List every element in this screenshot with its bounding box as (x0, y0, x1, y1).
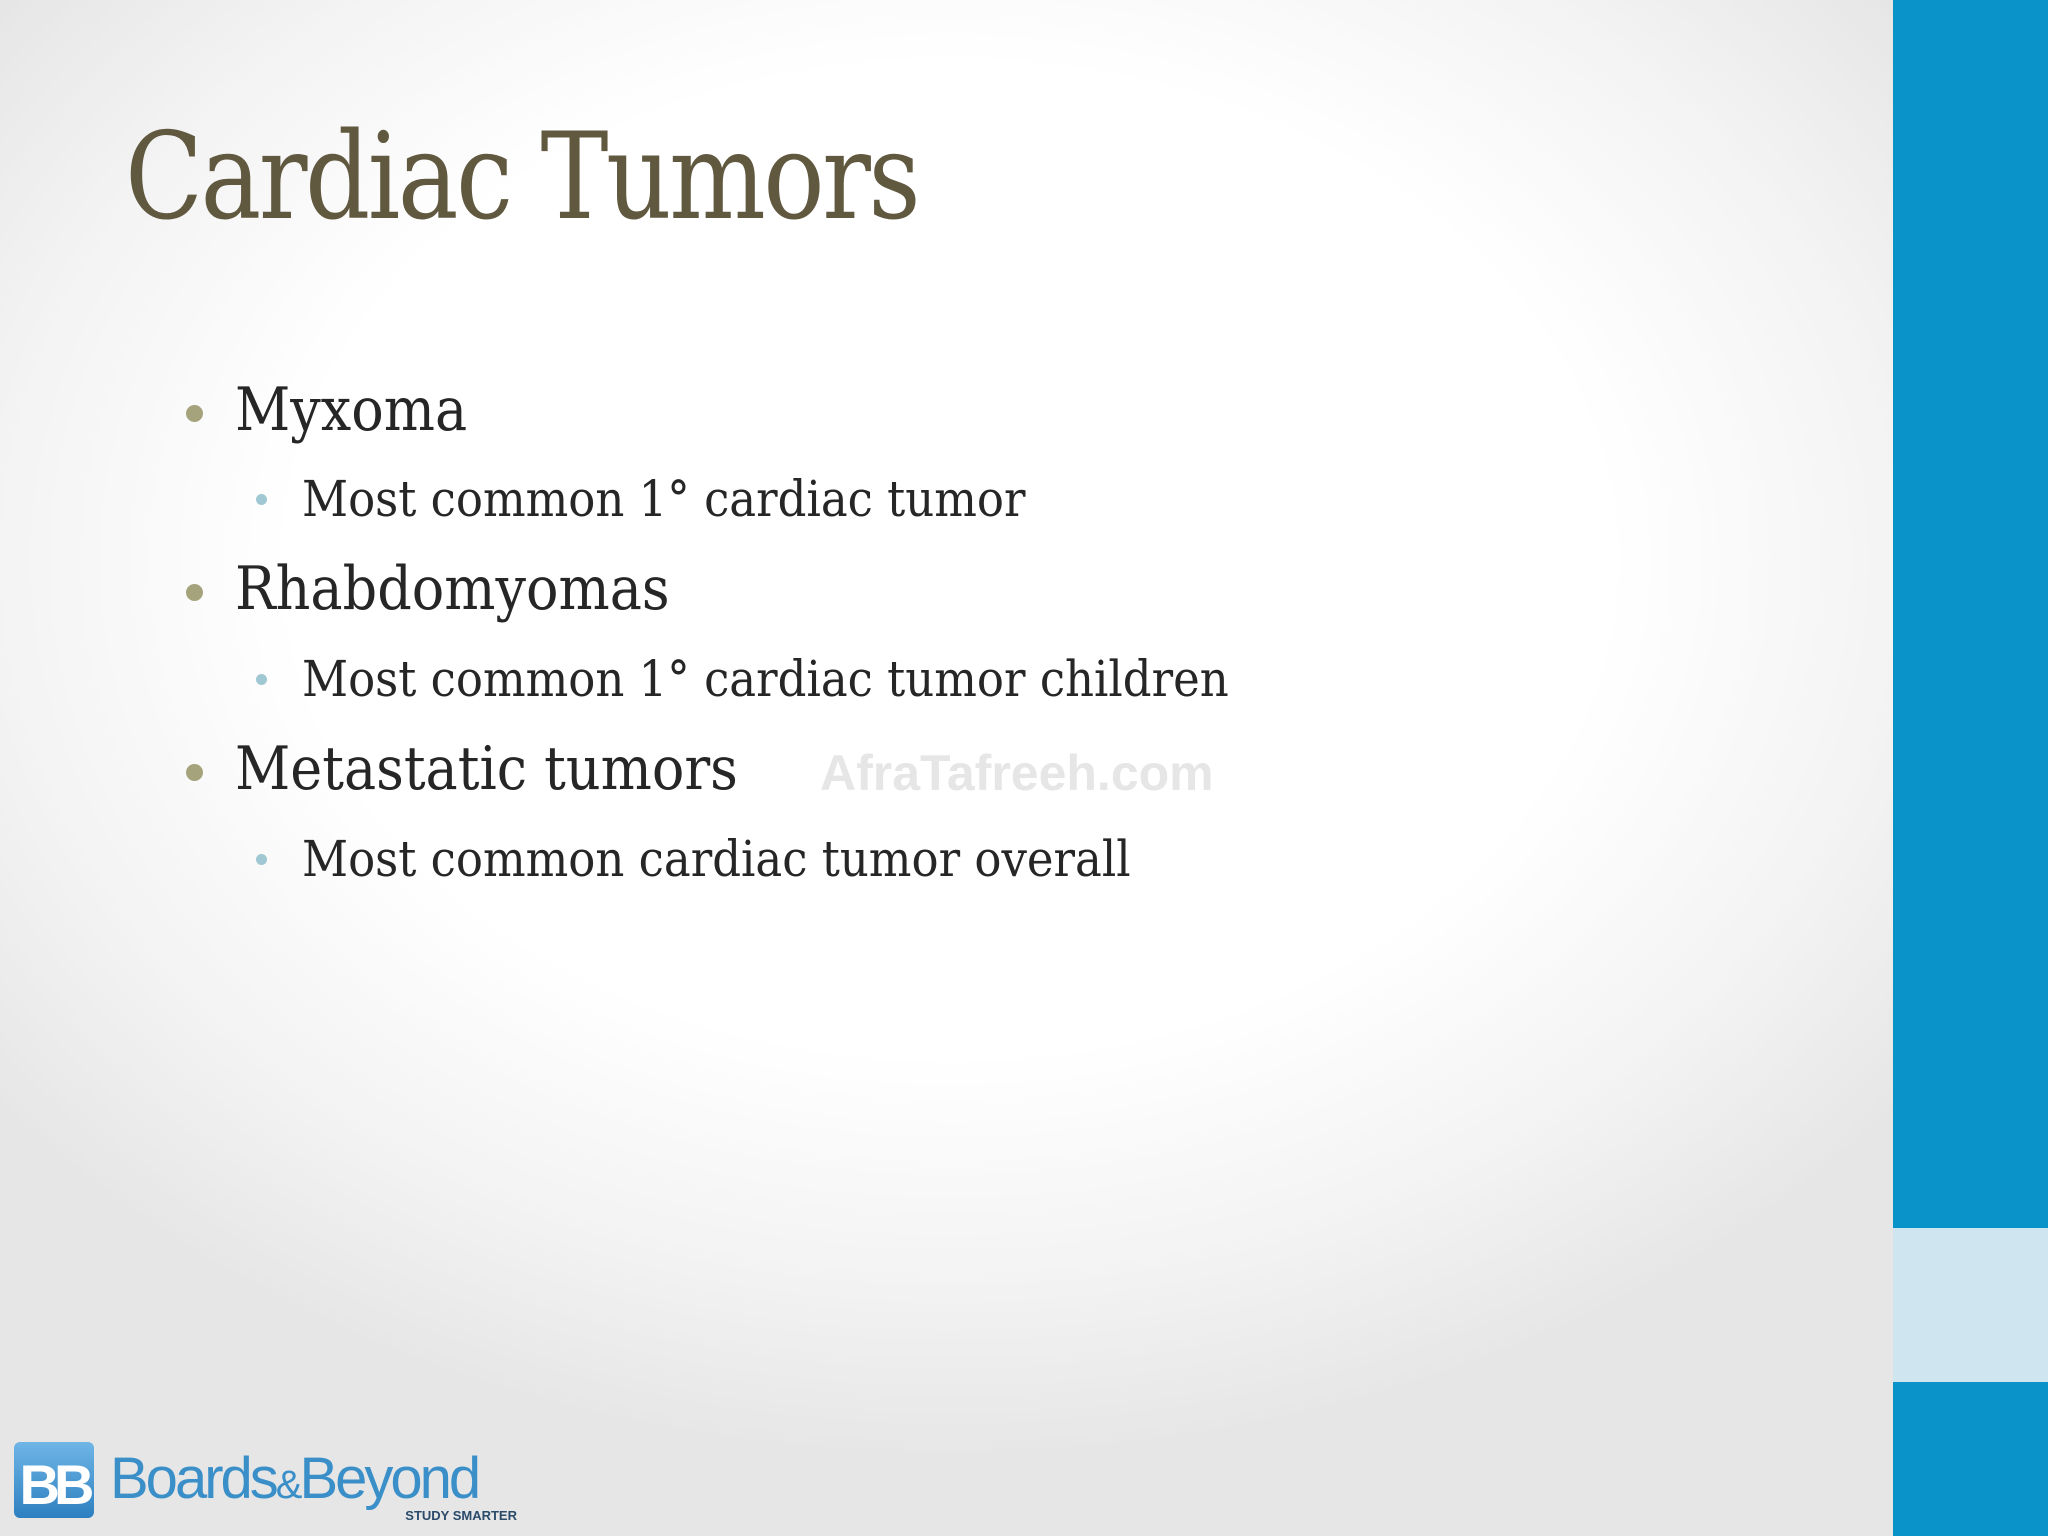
sub-bullet-dot (256, 494, 267, 505)
logo-brand-name: Boards&Beyond (110, 1446, 479, 1511)
bullet-dot (186, 584, 203, 601)
bullet-dot (186, 405, 203, 422)
sub-bullet-label: Most common 1° cardiac tumor (302, 470, 1026, 528)
sub-bullet-dot (256, 854, 267, 865)
bullet-label: Rhabdomyomas (235, 554, 670, 624)
boards-and-beyond-logo (14, 1440, 534, 1522)
watermark-text: AfraTafreeh.com (820, 745, 1214, 801)
sub-bullet-label: Most common 1° cardiac tumor children (302, 650, 1229, 708)
logo-tagline: STUDY SMARTER (405, 1508, 517, 1522)
accent-side-bar-highlight (1893, 1228, 2048, 1382)
bullet-label: Myxoma (235, 375, 468, 445)
logo-mark-letters: BB (19, 1453, 89, 1516)
slide-title: Cardiac Tumors (125, 108, 919, 247)
sub-bullet-label: Most common cardiac tumor overall (302, 830, 1131, 888)
sub-bullet-dot (256, 674, 267, 685)
bullet-label: Metastatic tumors (235, 734, 738, 804)
bullet-dot (186, 764, 203, 781)
